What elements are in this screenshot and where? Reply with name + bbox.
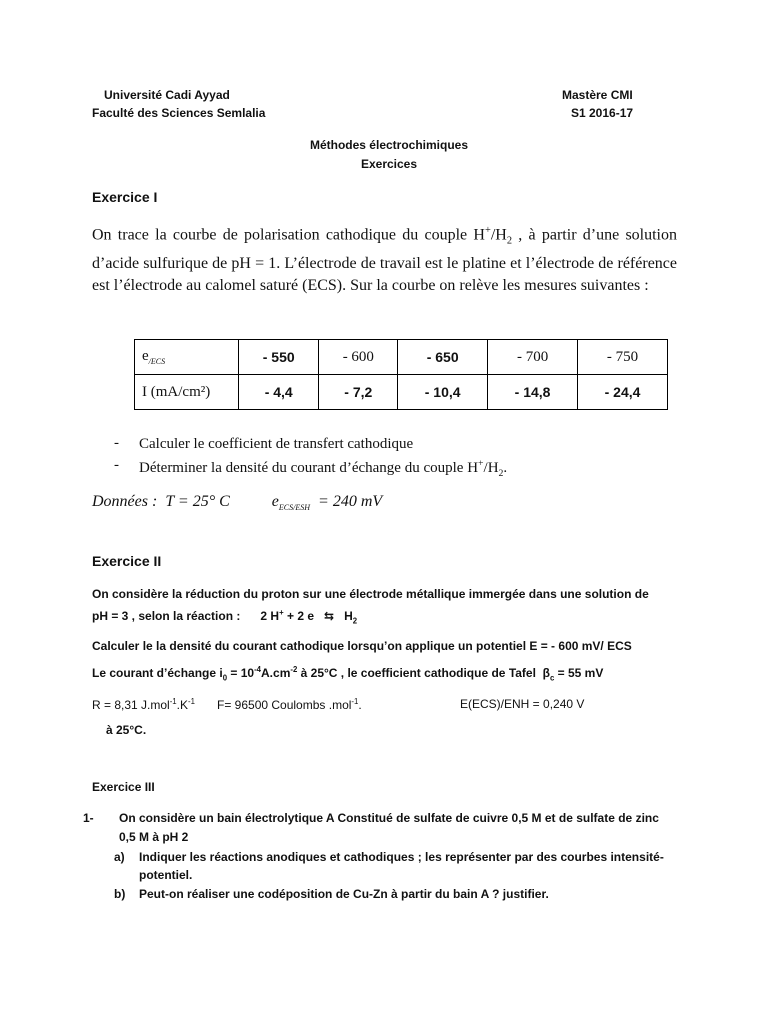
table-cell: - 4,4 — [239, 375, 319, 410]
sub-item-label-b: b) — [114, 887, 126, 901]
program-name: Mastère CMI — [562, 88, 633, 102]
exercise-1-intro-b: , à partir d’une solution d’acide sulfurique de pH = 1. L’électrode de travail est le platine et l’électrode de référence est l’électrode au calomel saturé (ECS). Sur la courbe on relève les mesures suivantes : — [92, 226, 678, 294]
exercise-2-line-1: On considère la réduction du proton sur une électrode métallique immergée dans une solution de — [92, 587, 649, 601]
data-temperature: T = 25° C — [165, 493, 230, 510]
course-title: Méthodes électrochimiques — [309, 138, 469, 152]
data-label: Données : — [92, 493, 158, 510]
exercise-2-question: Calculer le la densité du courant cathodique lorsqu’on applique un potentiel E = - 600 mV/ ECS — [92, 639, 632, 653]
table-row — [135, 375, 668, 410]
exercise-2-line-2: pH = 3 , selon la réaction : 2 H+ + 2 e ⇆ $H_2$ — [92, 608, 358, 626]
table-cell: - 600 — [319, 340, 398, 375]
exercise-3-question-a-line-2: potentiel. — [139, 868, 193, 882]
exercise-1-data: Données : T = 25° C $e_{ECS/ESH} = 240$ mV — [92, 493, 383, 513]
table-cell: - 10,4 — [398, 375, 488, 410]
university-name: Université Cadi Ayyad — [104, 88, 230, 102]
bullet-dash: - — [114, 435, 119, 451]
exercise-1-task-1: Calculer le coefficient de transfert cathodique — [139, 436, 414, 452]
exercise-3-item-line-2: 0,5 M à pH 2 — [119, 830, 189, 844]
exercise-1-intro: On trace la courbe de polarisation cathodique du couple $H^+/H_2$ , à partir d’une solution d’acide sulfurique de pH = 1. L’électrode de travail est le platine et l’électrode de référence est l’électrode au calomel saturé (ECS). Sur la courbe on relève les mesures suivantes : — [92, 225, 678, 294]
exercise-1-title: Exercice I — [92, 189, 158, 205]
exercise-2-exchange-current: Le courant d’échange $i_0 = 10^{-4}A.cm^{-2}$ à 25°C , le coefficient cathodique de Tafel $\beta_c = 55$ mV — [92, 665, 604, 683]
table-cell: - 550 — [239, 340, 319, 375]
faculty-name: Faculté des Sciences Semlalia — [92, 106, 266, 120]
exercise-3-question-b: Peut-on réaliser une codéposition de Cu-Zn à partir du bain A ? justifier. — [139, 887, 549, 901]
table-cell: - 7,2 — [319, 375, 398, 410]
table-cell: - 650 — [398, 340, 488, 375]
exercise-3-title: Exercice III — [92, 780, 155, 794]
table-cell: - 700 — [488, 340, 578, 375]
data-potential-symbol: e — [271, 493, 279, 510]
table-row — [135, 340, 668, 375]
table-cell: - 14,8 — [488, 375, 578, 410]
page-subtitle: Exercices — [360, 157, 418, 171]
gas-constant: R = 8,31 $J.mol^{-1}.K^{-1}$ — [92, 697, 195, 712]
item-number: 1- — [83, 811, 94, 825]
measurements-table — [134, 339, 668, 410]
table-row-label: $e_{/ECS}$ — [135, 340, 239, 375]
reference-potential: E(ECS)/ENH = 0,240 V — [460, 697, 585, 711]
faraday-constant: F= 96500 Coulombs .mol$^{-1}$. — [217, 697, 362, 712]
session-label: S1 2016-17 — [571, 106, 634, 120]
table-row-label: I (mA/cm²) — [135, 375, 239, 410]
exercise-3-item-line-1: On considère un bain électrolytique A Constitué de sulfate de cuivre 0,5 M et de sulfate de zinc — [119, 811, 659, 825]
exercise-1-intro-a: On trace la courbe de polarisation cathodique du couple H — [92, 226, 485, 244]
exercise-1-task-2: Déterminer la densité du courant d’échange du couple $H^+/H_2$. — [139, 458, 508, 479]
exercise-2-temperature: à 25°C. — [106, 723, 147, 737]
sub-item-label-a: a) — [114, 850, 125, 864]
table-cell: - 24,4 — [578, 375, 668, 410]
bullet-dash: - — [114, 457, 119, 473]
exercise-2-title: Exercice II — [92, 553, 162, 569]
exercise-3-question-a-line-1: Indiquer les réactions anodiques et cathodiques ; les représenter par des courbes intensité- — [139, 850, 664, 864]
table-cell: - 750 — [578, 340, 668, 375]
reaction-equation: 2 H+ + 2 e ⇆ $H_2$ — [260, 608, 358, 626]
data-potential-value: = 240 mV — [318, 493, 383, 510]
